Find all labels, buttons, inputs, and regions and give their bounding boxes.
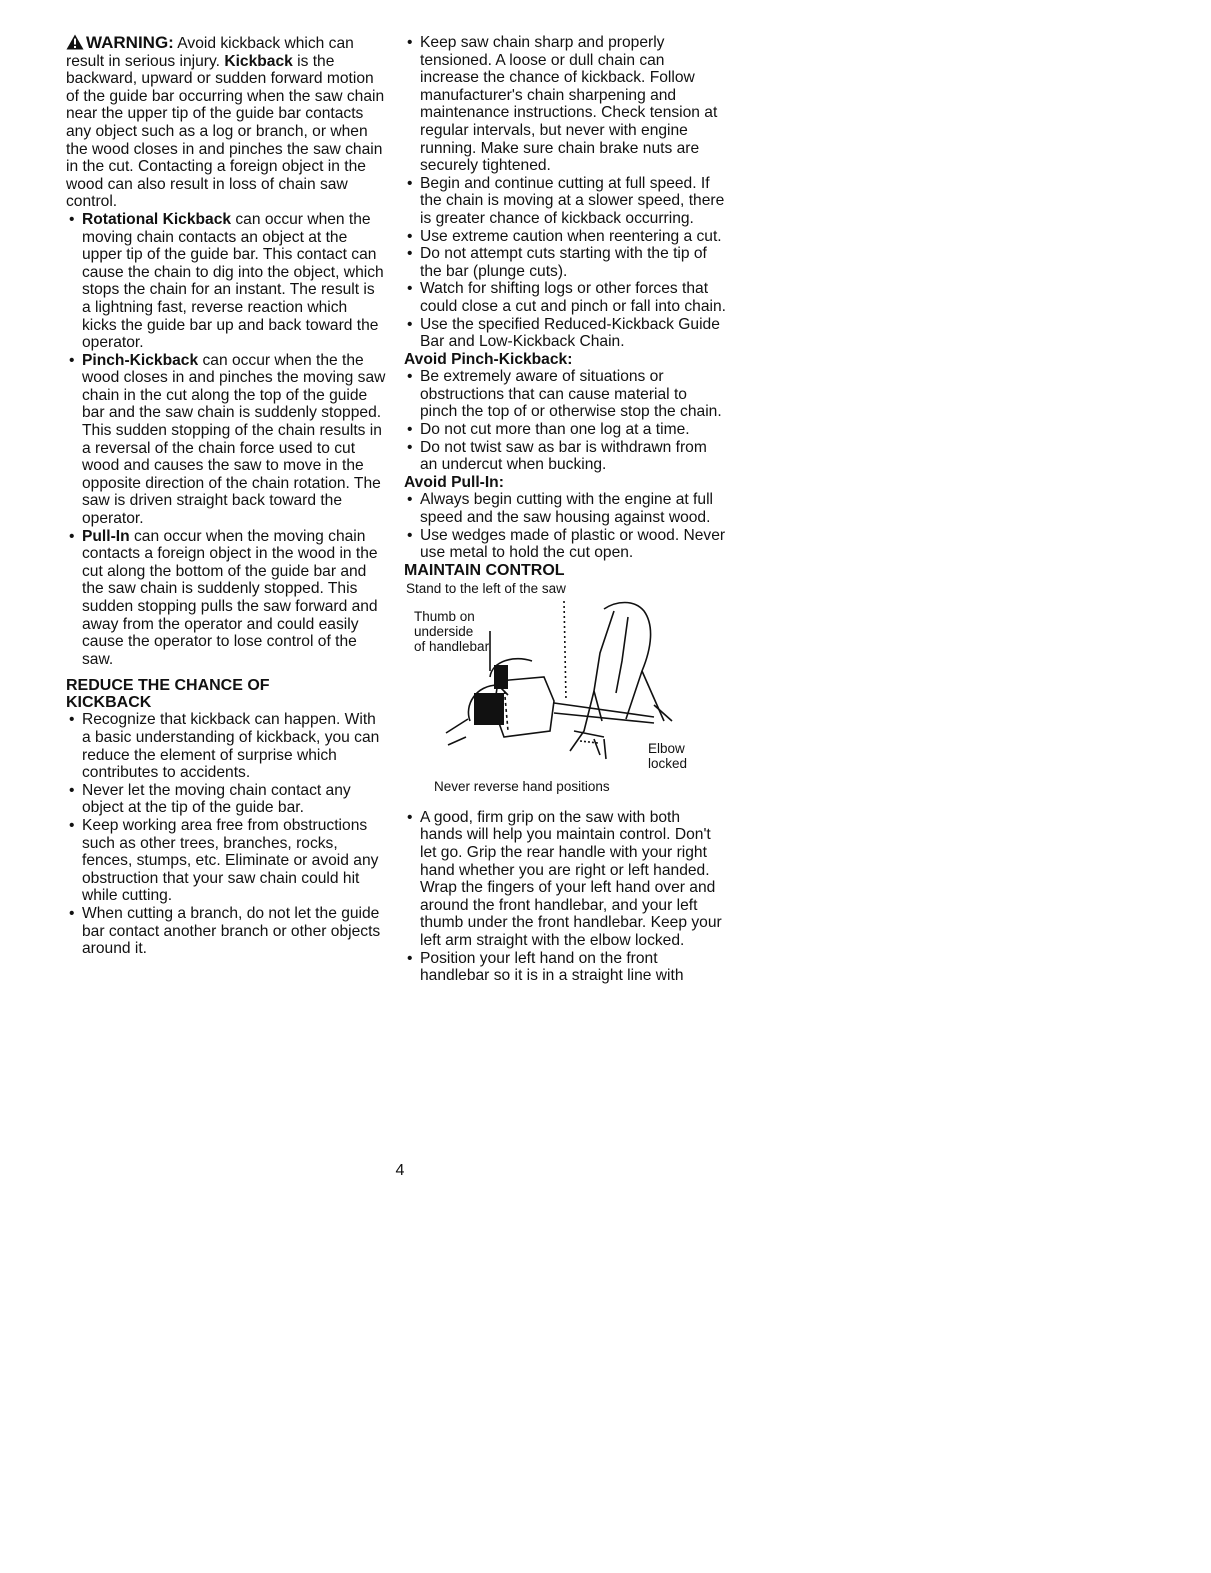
pull-in-bullet: • Always begin cutting with the engine at full speed and the saw housing against wood. [404, 491, 726, 526]
reduce-kickback-heading [66, 677, 386, 711]
figure-caption-bottom: Never reverse hand positions [434, 778, 610, 794]
thumb-label-line-3: of handlebar [414, 638, 490, 654]
elbow-label-line-2: locked [648, 755, 688, 771]
warning-paragraph [66, 34, 386, 211]
elbow-label-line-1: Elbow [648, 740, 685, 756]
control-bullet: • Position your left hand on the front handlebar so it is in a straight line with [404, 950, 726, 985]
kickback-bullet: • Begin and continue cutting at full speed. If the chain is moving at a slower speed, there is greater chance of kickback occurring. [404, 175, 726, 228]
pinch-bullet: • Be extremely aware of situations or obstructions that can cause material to pinch the top of or otherwise stop the chain. [404, 368, 726, 421]
hand-position-figure [404, 581, 726, 807]
reduce-bullet: • Never let the moving chain contact any object at the tip of the guide bar. [66, 782, 386, 817]
kickback-bullet: • Do not attempt cuts starting with the tip of the bar (plunge cuts). [404, 245, 726, 280]
bullet-term: Rotational Kickback [82, 210, 232, 228]
warning-text-1: Avoid kickback which can result in serious injury. [66, 35, 354, 70]
reduce-bullet: • Keep working area free from obstructions such as other trees, branches, rocks, fences, stumps, etc. Eliminate or avoid any obstruction that your saw chain could hit while cutting. [66, 817, 386, 905]
left-column [66, 34, 386, 958]
pinch-bullet: • Do not cut more than one log at a time. [404, 421, 726, 439]
avoid-pinch-kickback-heading: Avoid Pinch-Kickback: [404, 350, 573, 368]
kickback-bullet: • Watch for shifting logs or other forces that could close a cut and pinch or fall into chain. [404, 280, 726, 315]
warning-label: WARNING: [86, 33, 174, 52]
warning-text-2: is the backward, upward or sudden forward motion of the guide bar occurring when the saw chain near the upper tip of the guide bar contacts any object such as a log or branch, or when the wood closes in and pinches the saw chain in the cut. Contacting a foreign object in the wood can also result in loss of chain saw control. [66, 52, 385, 211]
bullet-text: can occur when the the wood closes in and pinches the moving saw chain in the cut along the top of the guide bar and the saw chain is suddenly stopped. This sudden stopping of the chain results in a reversal of the chain force used to cut wood and causes the saw to move in the opposite direction of the chain rotation. The saw is driven straight back toward the operator. [82, 351, 386, 528]
reduce-bullet: • When cutting a branch, do not let the guide bar contact another branch or other objects around it. [66, 905, 386, 958]
right-column [404, 34, 726, 985]
bullet-term: Pinch-Kickback [82, 351, 199, 369]
reduce-heading-line-1: REDUCE THE CHANCE OF [66, 677, 270, 695]
bullet-term: Pull-In [82, 527, 130, 545]
kickback-bullet: • Use the specified Reduced-Kickback Guide Bar and Low-Kickback Chain. [404, 316, 726, 351]
warning-triangle-icon [66, 34, 84, 50]
page-number: 4 [395, 1162, 405, 1179]
bullet-rotational-kickback [66, 211, 386, 352]
maintain-control-heading: MAINTAIN CONTROL [404, 561, 565, 579]
bullet-text: can occur when the moving chain contacts an object at the upper tip of the guide bar. This contact can cause the chain to dig into the object, which stops the chain for an instant. The result is a lightning fast, reverse reaction which kicks the guide bar up and back toward the operator. [82, 210, 384, 352]
kickback-bullet: • Use extreme caution when reentering a cut. [404, 228, 726, 246]
kickback-term: Kickback [224, 52, 293, 70]
pull-in-bullet: • Use wedges made of plastic or wood. Never use metal to hold the cut open. [404, 527, 726, 562]
control-bullet: • A good, firm grip on the saw with both hands will help you maintain control. Don't let go. Grip the rear handle with your right hand whether you are right or left handed. Wrap the fingers of your left hand over and around the front handlebar, and your left thumb under the front handlebar. Keep your left arm straight with the elbow locked. [404, 809, 726, 950]
bullet-pull-in [66, 528, 386, 669]
bullet-pinch-kickback [66, 352, 386, 528]
figure-caption-top: Stand to the left of the saw [406, 580, 566, 596]
reduce-heading-line-2: KICKBACK [66, 694, 152, 712]
bullet-text: can occur when the moving chain contacts a foreign object in the wood in the cut along the bottom of the guide bar and the saw chain is suddenly stopped. This sudden stopping pulls the saw forward and away from the operator and could easily cause the operator to lose control of the saw. [82, 527, 378, 668]
avoid-pull-in-heading: Avoid Pull-In: [404, 473, 504, 491]
kickback-bullet: • Keep saw chain sharp and properly tensioned. A loose or dull chain can increase the chance of kickback. Follow manufacturer's chain sharpening and maintenance instructions. Check tension at regular intervals, but never with engine running. Make sure chain brake nuts are securely tightened. [404, 34, 726, 175]
warning-heading [66, 33, 174, 52]
reduce-bullet: • Recognize that kickback can happen. With a basic understanding of kickback, you can reduce the element of surprise which contributes to accidents. [66, 711, 386, 781]
pinch-bullet: • Do not twist saw as bar is withdrawn from an undercut when bucking. [404, 439, 726, 474]
thumb-label-line-2: underside [414, 623, 474, 639]
thumb-label-line-1: Thumb on [414, 608, 475, 624]
